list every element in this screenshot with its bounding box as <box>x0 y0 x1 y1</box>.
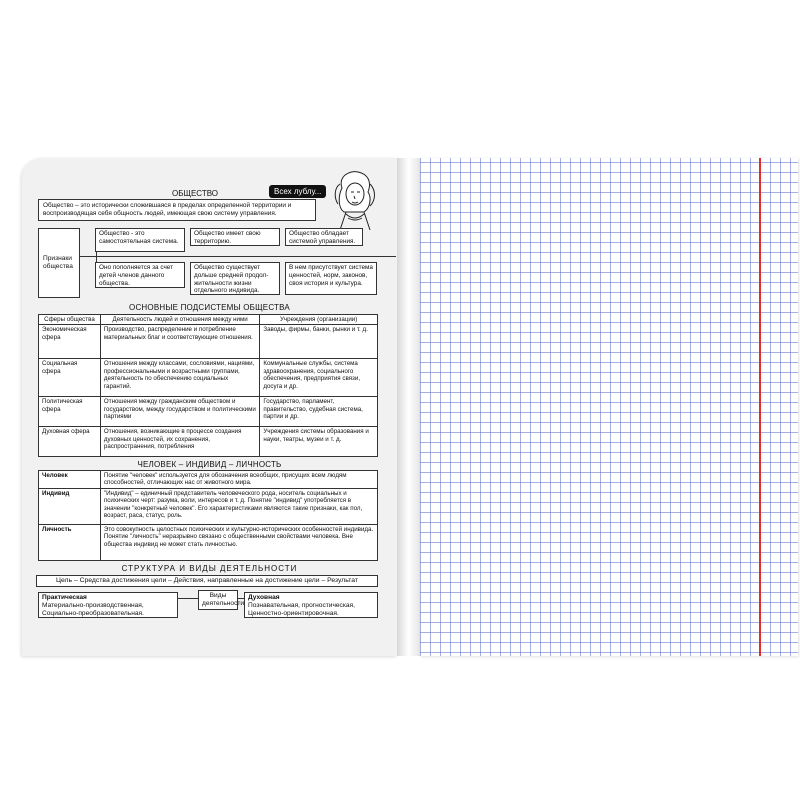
subsystems-table <box>38 314 378 457</box>
sign-box-6: В нем присутствует система ценностей, норм, законов, своя история и культура. <box>285 262 377 295</box>
notebook-spine <box>397 158 420 656</box>
table-cell: Человек <box>39 471 101 489</box>
speech-bubble: Всех лублу... <box>269 185 326 198</box>
scholar-portrait-icon <box>328 168 380 230</box>
practical-title: Практическая <box>42 594 87 601</box>
table-row <box>39 359 378 397</box>
table-cell: Производство, распределение и потребление материальных благ и соответствующие отношения. <box>100 325 259 359</box>
table-row <box>39 489 378 525</box>
activity-chain: Цель – Средства достижения цели – Действия, направленные на достижение цели – Результат <box>36 575 378 587</box>
table-cell: Учреждения системы образования и науки, театры, музеи и т. д. <box>260 427 378 457</box>
table-row <box>39 427 378 457</box>
table-cell: Личность <box>39 525 101 561</box>
table-cell: "Индивид" – единичный представитель человеческого рода, носитель социальных и психических черт: разума, воли, интересов и т. д. Понятие "индивид" употребляется в значении "конкретный человек". Его характеристиками являются такие признаки, как пол, возраст, раса, статус, роль. <box>100 489 377 525</box>
sign-box-1: Общество - это самостоятельная система. <box>95 228 185 252</box>
section-title-activity: СТРУКТУРА И ВИДЫ ДЕЯТЕЛЬНОСТИ <box>121 564 298 573</box>
table-cell: Духовная сфера <box>39 427 101 457</box>
table-header-cell: Деятельность людей и отношения между ними <box>100 315 259 325</box>
spiritual-activity-box <box>244 592 378 618</box>
sign-box-2: Общество имеет свою территорию. <box>190 228 280 246</box>
grid-page <box>420 158 798 656</box>
table-cell: Индивид <box>39 489 101 525</box>
table-row <box>39 471 378 489</box>
activity-kinds-label: Виды деятельности <box>198 590 238 610</box>
table-header-row <box>39 315 378 325</box>
practical-text: Материально-производственная, Социально-преобразовательная. <box>42 602 144 618</box>
sign-box-3: Общество обладает системой управления. <box>285 228 363 246</box>
table-header-cell: Сферы общества <box>39 315 101 325</box>
connector <box>96 256 396 257</box>
table-cell: Отношения между классами, сословиями, нациями, профессиональными и возрастными группами, деятельность по обеспечению социальных гарантий. <box>100 359 259 397</box>
table-cell: Заводы, фирмы, банки, рынки и т. д. <box>260 325 378 359</box>
practical-activity-box <box>38 592 178 618</box>
signs-label: Признаки общества <box>38 228 80 298</box>
table-cell: Экономическая сфера <box>39 325 101 359</box>
table-header-cell: Учреждения (организации) <box>260 315 378 325</box>
sign-box-4: Оно пополняется за счет детей членов данного общества. <box>95 262 185 288</box>
table-cell: Понятие "человек" используется для обозначения всеобщих, присущих всем людям способностей, отличающих нас от животного мира. <box>100 471 377 489</box>
table-cell: Политическая сфера <box>39 397 101 427</box>
connector <box>80 256 96 257</box>
spiritual-title: Духовная <box>248 594 280 601</box>
table-row <box>39 525 378 561</box>
sign-box-5: Общество существует дольше средней продол-жительности жизни отдельного индивида. <box>190 262 280 295</box>
person-table <box>38 470 378 561</box>
section-title-society: ОБЩЕСТВО <box>172 189 218 198</box>
spiritual-text: Познавательная, прогностическая, Ценностно-ориентировочная. <box>248 602 355 618</box>
left-page <box>22 158 397 656</box>
red-margin-line <box>759 158 761 656</box>
society-definition: Общество – это исторически сложившаяся в пределах определенной территории и воспроизводящая себя общность людей, имеющая свою систему управления. <box>38 199 316 221</box>
table-cell: Отношения между гражданским обществом и государством, между государством и политическими партиями <box>100 397 259 427</box>
connector <box>178 598 198 599</box>
section-title-subsystems: ОСНОВНЫЕ ПОДСИСТЕМЫ ОБЩЕСТВА <box>129 303 290 312</box>
table-row <box>39 325 378 359</box>
table-cell: Социальная сфера <box>39 359 101 397</box>
section-title-person: ЧЕЛОВЕК – ИНДИВИД – ЛИЧНОСТЬ <box>137 460 282 469</box>
table-row <box>39 397 378 427</box>
table-cell: Коммунальные службы, система здравоохранения, социального обеспечения, предприятия связи, досуга и др. <box>260 359 378 397</box>
table-cell: Это совокупность целостных психических и культурно-исторических особенностей индивида. Понятие "личность" неразрывно связано с общественными свойствами человека. Вне общества индивид не может стать личностью. <box>100 525 377 561</box>
table-cell: Государство, парламент, правительство, судебная система, партии и др. <box>260 397 378 427</box>
notebook-spread <box>22 158 798 656</box>
table-cell: Отношения, возникающие в процессе создания духовных ценностей, их сохранения, распространения, потребления <box>100 427 259 457</box>
